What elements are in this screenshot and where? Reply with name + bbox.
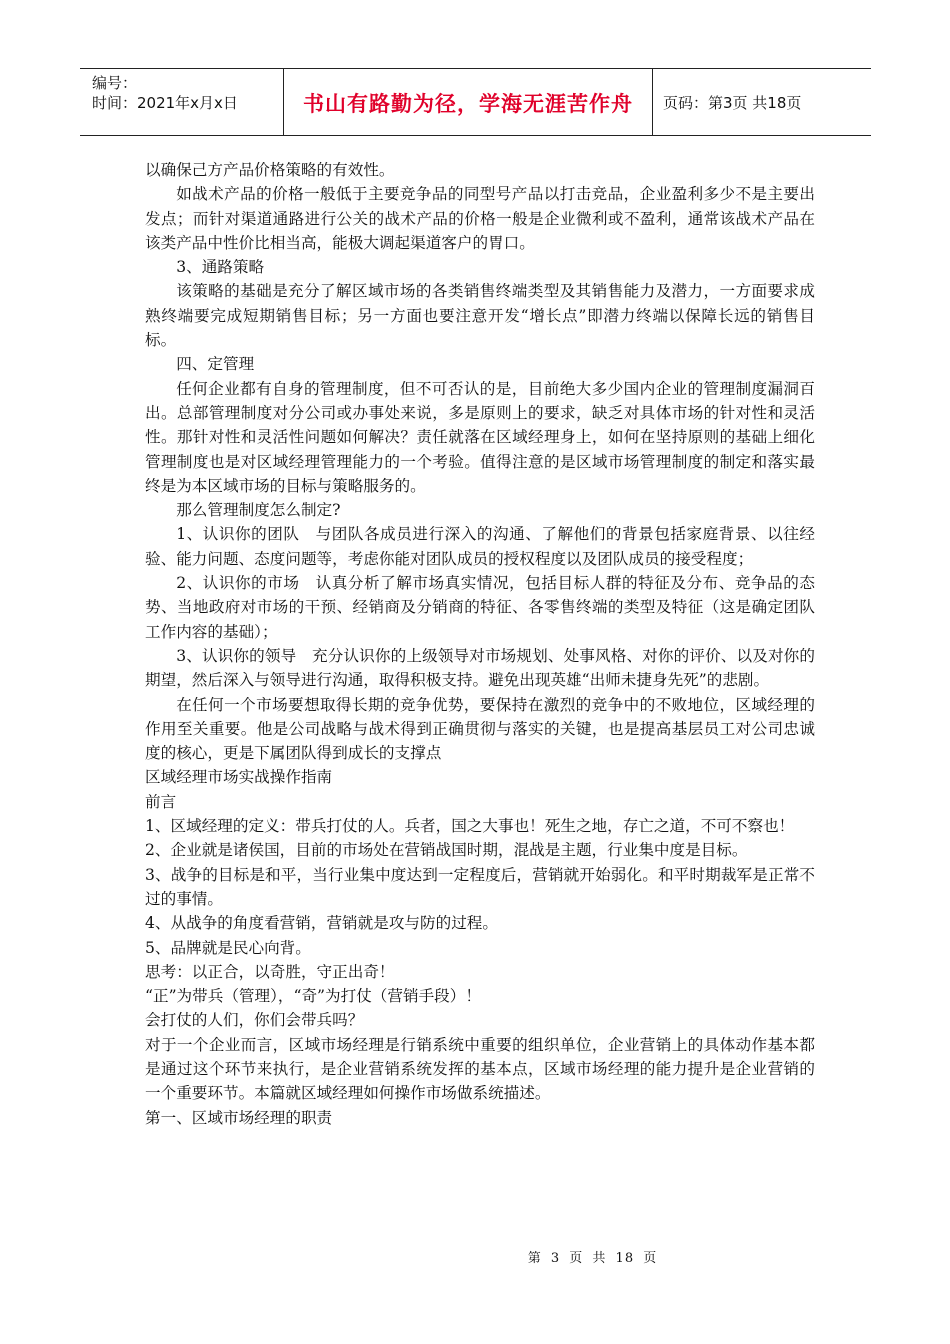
body-paragraph: 在任何一个市场要想取得长期的竞争优势，要保持在激烈的竞争中的不败地位，区域经理的作用至关重要。他是公司战略与战术得到正确贯彻与落实的关键，也是提高基层员工对公司忠诚度的核心，更是下属团队得到成长的支撑点 xyxy=(145,695,815,763)
body-paragraph: 对于一个企业而言，区域市场经理是行销系统中重要的组织单位，企业营销上的具体动作基本都是通过这个环节来执行，是企业营销系统发挥的基本点，区域市场经理的能力提升是企业营销的一个重要环节。本篇就区域经理如何操作市场做系统描述。 xyxy=(145,1035,815,1103)
body-paragraph: 如战术产品的价格一般低于主要竞争品的同型号产品以打击竞品，企业盈利多少不是主要出发点；而针对渠道通路进行公关的战术产品的价格一般是企业微利或不盈利，通常该战术产品在该类产品中性价比相当高，能极大调起渠道客户的胃口。 xyxy=(145,185,815,252)
header-motto-cell xyxy=(283,69,653,136)
body-paragraph: 会打仗的人们，你们会带兵吗？ xyxy=(145,1011,364,1030)
body-paragraph: 3、战争的目标是和平，当行业集中度达到一定程度后，营销就开始弱化。和平时期裁军是正常不过的事情。 xyxy=(145,865,815,908)
body-paragraph: 2、企业就是诸侯国，目前的市场处在营销战国时期，混战是主题，行业集中度是目标。 xyxy=(145,841,748,860)
body-paragraph: 四、定管理 xyxy=(176,355,255,374)
header-meta xyxy=(80,69,283,136)
body-paragraph: 1、认识你的团队 与团队各成员进行深入的沟通、了解他们的背景包括家庭背景、以往经验、能力问题、态度问题等，考虑你能对团队成员的授权程度以及团队成员的接受程度； xyxy=(145,525,815,568)
body-paragraph: 3、认识你的领导 充分认识你的上级领导对市场规划、处事风格、对你的评价、以及对你的期望，然后深入与领导进行沟通，取得积极支持。避免出现英雄“出师未捷身先死”的悲剧。 xyxy=(145,646,815,690)
body-paragraph: 第一、区域市场经理的职责 xyxy=(145,1108,333,1127)
body-paragraph: 那么管理制度怎么制定? xyxy=(176,501,341,520)
doc-number-label: 编号： xyxy=(92,74,138,92)
body-paragraph: 任何企业都有自身的管理制度，但不可否认的是，目前绝大多少国内企业的管理制度漏洞百出。总部管理制度对分公司或办事处来说，多是原则上的要求，缺乏对具体市场的针对性和灵活性。那针对性和灵活性问题如何解决？责任就落在区域经理身上，如何在坚持原则的基础上细化管理制度也是对区域经理管理能力的一个考验。值得注意的是区域市场管理制度的制定和落实最终是为本区域市场的目标与策略服务的。 xyxy=(145,379,815,495)
page-header xyxy=(80,68,871,136)
header-page-info: 页码：第3页 共18页 xyxy=(663,94,802,112)
body-paragraph: 2、认识你的市场 认真分析了解市场真实情况，包括目标人群的特征及分布、竞争品的态势、当地政府对市场的干预、经销商及分销商的特征、各零售终端的类型及特征（这是确定团队工作内容的基础）； xyxy=(145,574,815,641)
body-paragraph: 3、通路策略 xyxy=(176,258,265,277)
doc-date-label: 时间：2021年x月x日 xyxy=(92,94,238,112)
body-paragraph: 以确保己方产品价格策略的有效性。 xyxy=(145,161,395,179)
body-paragraph: 该策略的基础是充分了解区域市场的各类销售终端类型及其销售能力及潜力，一方面要求成熟终端要完成短期销售目标；另一方面也要注意开发“增长点”即潜力终端以保障长远的销售目标。 xyxy=(145,282,815,350)
page-footer xyxy=(0,1247,950,1266)
body-paragraph: “正”为带兵（管理），“奇”为打仗（营销手段）！ xyxy=(145,987,481,1006)
header-motto: 书山有路勤为径，学海无涯苦作舟 xyxy=(303,91,633,116)
body-paragraph: 前言 xyxy=(145,792,177,811)
body-paragraph: 区域经理市场实战操作指南 xyxy=(145,768,333,787)
footer-page-number: 第 3 页 共 18 页 xyxy=(527,1251,658,1266)
body-paragraph: 1、区域经理的定义：带兵打仗的人。兵者，国之大事也！死生之地，存亡之道，不可不察也！ xyxy=(145,817,795,836)
body-paragraph: 4、从战争的角度看营销，营销就是攻与防的过程。 xyxy=(145,914,498,933)
document-body xyxy=(145,158,815,1130)
body-paragraph: 思考：以正合，以奇胜，守正出奇！ xyxy=(145,962,395,981)
body-paragraph: 5、品牌就是民心向背。 xyxy=(145,938,311,957)
